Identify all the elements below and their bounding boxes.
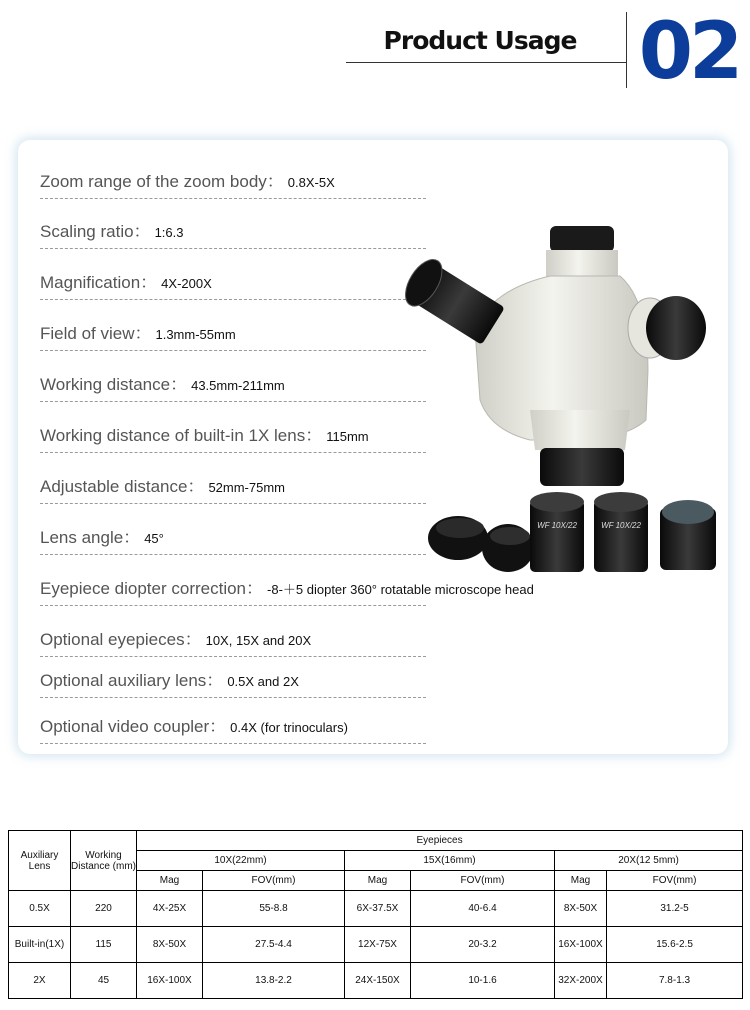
table-cell: 8X-50X	[555, 891, 607, 927]
spec-label: Lens angle：	[40, 528, 141, 547]
objective-ring	[540, 448, 624, 486]
mag-header: Mag	[345, 871, 411, 891]
spec-label: Eyepiece diopter correction：	[40, 579, 264, 598]
spec-label: Optional eyepieces：	[40, 630, 202, 649]
eyepiece-1-label: WF 10X/22	[537, 521, 577, 530]
spec-value: -8-＋5 diopter 360° rotatable microscope head	[267, 582, 534, 597]
fov-header: FOV(mm)	[607, 871, 743, 891]
spec-value: 1.3mm-55mm	[155, 327, 236, 342]
table-cell: 4X-25X	[137, 891, 203, 927]
aux-cell: 0.5X	[9, 891, 71, 927]
table-row	[9, 891, 743, 927]
spec-value: 43.5mm-211mm	[191, 378, 285, 393]
spec-label: Optional video coupler：	[40, 717, 227, 736]
microscope-image	[380, 210, 720, 590]
spec-label: Field of view：	[40, 324, 152, 343]
spec-row	[40, 693, 426, 744]
table-row	[9, 927, 743, 963]
eyepieces-header: Eyepieces	[137, 831, 743, 851]
spec-row	[40, 300, 426, 351]
table-cell: 10-1.6	[411, 963, 555, 999]
table-cell: 27.5-4.4	[203, 927, 345, 963]
aux-lens-header: Auxiliary Lens	[9, 831, 71, 891]
spec-value: 0.4X (for trinoculars)	[230, 720, 348, 735]
spec-value: 0.5X and 2X	[227, 674, 299, 689]
aux-cell: 2X	[9, 963, 71, 999]
wd-cell: 220	[71, 891, 137, 927]
table-cell: 8X-50X	[137, 927, 203, 963]
wd-cell: 115	[71, 927, 137, 963]
spec-label: Adjustable distance：	[40, 477, 205, 496]
spec-value: 115mm	[326, 429, 369, 444]
trinocular-port	[550, 226, 614, 252]
eyepiece-2-label: WF 10X/22	[601, 521, 641, 530]
table-cell: 24X-150X	[345, 963, 411, 999]
spec-value: 45°	[144, 531, 164, 546]
fov-header: FOV(mm)	[203, 871, 345, 891]
spec-label: Zoom range of the zoom body：	[40, 172, 284, 191]
eyepiece-group-header: 20X(12 5mm)	[555, 851, 743, 871]
table-cell: 20-3.2	[411, 927, 555, 963]
working-distance-header: Working Distance (mm)	[71, 831, 137, 891]
table-cell: 13.8-2.2	[203, 963, 345, 999]
table-cell: 32X-200X	[555, 963, 607, 999]
table-cell: 16X-100X	[137, 963, 203, 999]
zoom-knob	[646, 296, 706, 360]
eye-cup-left-inner	[436, 518, 484, 538]
spec-row	[40, 198, 426, 249]
spec-label: Scaling ratio：	[40, 222, 151, 241]
table-cell: 15.6-2.5	[607, 927, 743, 963]
spec-label: Working distance：	[40, 375, 188, 394]
spec-row	[40, 647, 426, 698]
spec-value: 4X-200X	[161, 276, 212, 291]
table-cell: 55-8.8	[203, 891, 345, 927]
spec-value: 52mm-75mm	[208, 480, 286, 495]
fov-header: FOV(mm)	[411, 871, 555, 891]
eye-cup-mid-inner	[490, 527, 530, 545]
spec-row	[40, 249, 426, 300]
eyepiece-group-header: 10X(22mm)	[137, 851, 345, 871]
spec-row	[40, 148, 426, 199]
spec-value: 10X, 15X and 20X	[205, 633, 312, 648]
title-underline	[346, 62, 626, 63]
table-cell: 40-6.4	[411, 891, 555, 927]
spec-label: Working distance of built-in 1X lens：	[40, 426, 323, 445]
title-divider	[626, 12, 627, 88]
spec-row	[40, 504, 426, 555]
spec-value: 1:6.3	[154, 225, 184, 240]
spec-table	[8, 830, 743, 999]
table-cell: 6X-37.5X	[345, 891, 411, 927]
spec-row	[40, 453, 426, 504]
table-cell: 12X-75X	[345, 927, 411, 963]
eyepiece-group-header: 15X(16mm)	[345, 851, 555, 871]
spec-label: Magnification：	[40, 273, 158, 292]
table-row	[9, 963, 743, 999]
spec-row	[40, 351, 426, 402]
microscope-body	[530, 410, 630, 450]
section-number: 02	[638, 7, 740, 97]
mag-header: Mag	[137, 871, 203, 891]
spec-value: 0.8X-5X	[287, 175, 335, 190]
spec-row	[40, 555, 534, 606]
aux-cell: Built-in(1X)	[9, 927, 71, 963]
table-cell: 7.8-1.3	[607, 963, 743, 999]
table-cell: 16X-100X	[555, 927, 607, 963]
spec-label: Optional auxiliary lens：	[40, 671, 224, 690]
page-title: Product Usage	[383, 26, 577, 55]
table-cell: 31.2-5	[607, 891, 743, 927]
mag-header: Mag	[555, 871, 607, 891]
wd-cell: 45	[71, 963, 137, 999]
spec-row	[40, 402, 426, 453]
